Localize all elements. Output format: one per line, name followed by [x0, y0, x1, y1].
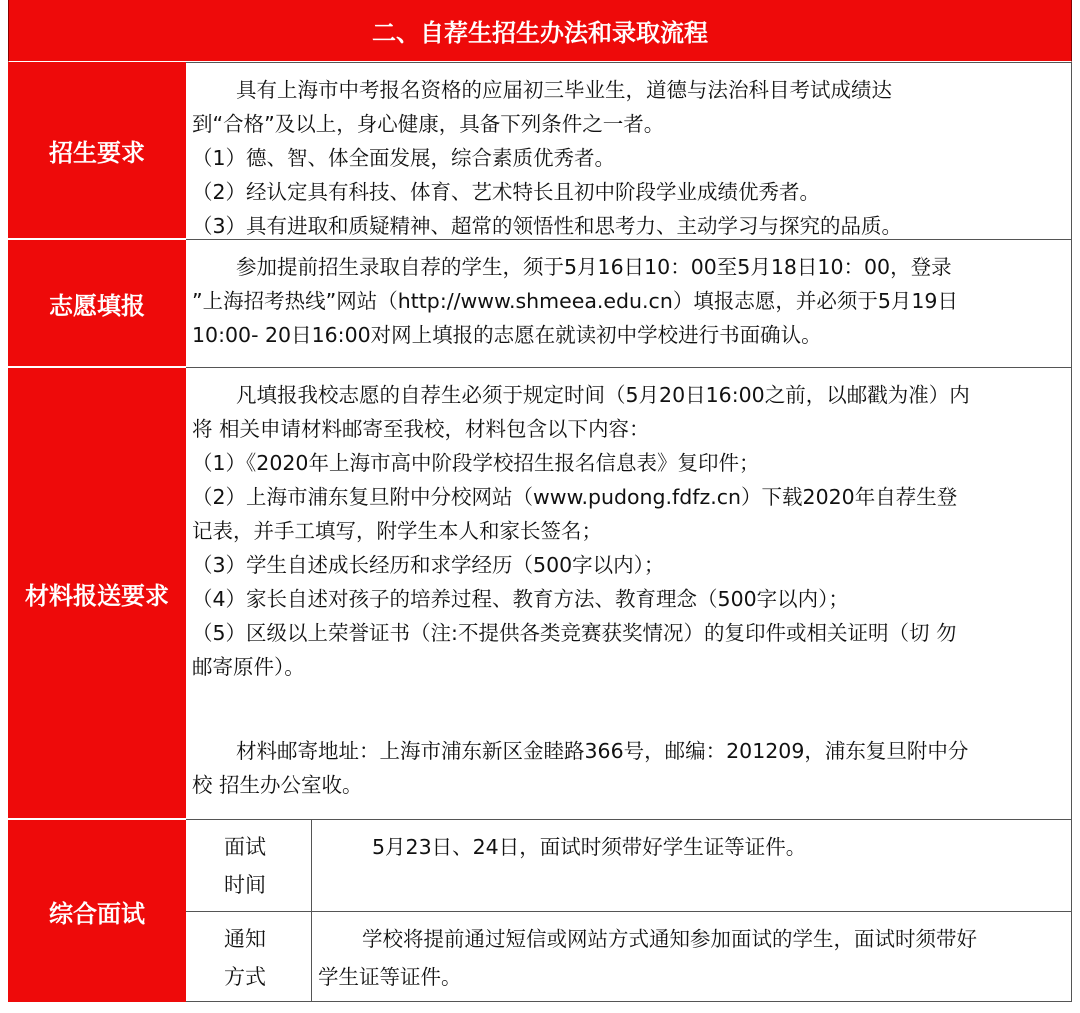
application-line: 10:00- 20日16:00对网上填报的志愿在就读初中学校进行书面确认。	[192, 323, 822, 347]
application-label	[8, 240, 186, 368]
requirements-content	[186, 62, 1072, 240]
application-label-text: 志愿填报	[49, 291, 145, 320]
materials-line: （5）区级以上荣誉证书（注:不提供各类竞赛获奖情况）的复印件或相关证明（切 勿	[192, 621, 957, 645]
notice-method-text: 学校将提前通过短信或网站方式通知参加面试的学生，面试时须带好	[362, 927, 977, 951]
interview-time-label-line: 时间	[224, 873, 266, 897]
requirements-line: （3）具有进取和质疑精神、超常的领悟性和思考力、主动学习与探究的品质。	[192, 214, 903, 238]
materials-line: 凡填报我校志愿的自荐生必须于规定时间（5月20日16:00之前，以邮戳为准）内	[236, 383, 970, 407]
spacer	[192, 684, 1063, 734]
requirements-label-text: 招生要求	[49, 138, 145, 167]
requirements-label	[8, 62, 186, 240]
materials-line: 记表，并手工填写，附学生本人和家长签名；	[192, 519, 602, 543]
materials-label	[8, 368, 186, 820]
application-line: 参加提前招生录取自荐的学生，须于5月16日10：00至5月18日10：00，登录	[236, 255, 952, 279]
requirements-line: 到“合格”及以上，身心健康，具备下列条件之一者。	[192, 112, 665, 136]
table-title	[8, 0, 1072, 62]
notice-method-text: 学生证等证件。	[318, 965, 462, 989]
mailing-address-line: 材料邮寄地址：上海市浦东新区金睦路366号，邮编：201209，浦东复旦附中分	[236, 739, 969, 763]
application-line: ”上海招考热线”网站（http://www.shmeea.edu.cn）填报志愿，并必须于5月19日	[192, 289, 958, 313]
notice-method-label-line: 方式	[224, 965, 266, 989]
materials-line: （2）上海市浦东复旦附中分校网站（www.pudong.fdfz.cn）下载2020年自荐生登	[192, 485, 958, 509]
materials-line: （1）《2020年上海市高中阶段学校招生报名信息表》复印件；	[192, 451, 760, 475]
notice-method-label-line: 通知	[224, 927, 266, 951]
interview-time-content	[312, 820, 1072, 912]
materials-line: 将 相关申请材料邮寄至我校，材料包含以下内容：	[192, 417, 650, 441]
requirements-line: （1）德、智、体全面发展，综合素质优秀者。	[192, 146, 616, 170]
materials-line: （3）学生自述成长经历和求学经历（500字以内）；	[192, 553, 665, 577]
interview-time-text: 5月23日、24日，面试时须带好学生证等证件。	[372, 835, 807, 859]
materials-line: 邮寄原件）。	[192, 655, 305, 679]
materials-content	[186, 368, 1072, 820]
requirements-line: 具有上海市中考报名资格的应届初三毕业生，道德与法治科目考试成绩达	[236, 78, 892, 102]
materials-label-text: 材料报送要求	[25, 581, 169, 610]
requirements-line: （2）经认定具有科技、体育、艺术特长且初中阶段学业成绩优秀者。	[192, 180, 821, 204]
interview-label	[8, 820, 186, 1002]
mailing-address-line: 校 招生办公室收。	[192, 773, 363, 797]
interview-label-text: 综合面试	[49, 899, 145, 928]
notice-method-label	[186, 912, 312, 1002]
materials-line: （4）家长自述对孩子的培养过程、教育方法、教育理念（500字以内）；	[192, 587, 849, 611]
interview-time-label	[186, 820, 312, 912]
application-content	[186, 240, 1072, 368]
table-title-text: 二、自荐生招生办法和录取流程	[372, 19, 708, 47]
interview-time-label-line: 面试	[224, 835, 266, 859]
notice-method-content	[312, 912, 1072, 1002]
